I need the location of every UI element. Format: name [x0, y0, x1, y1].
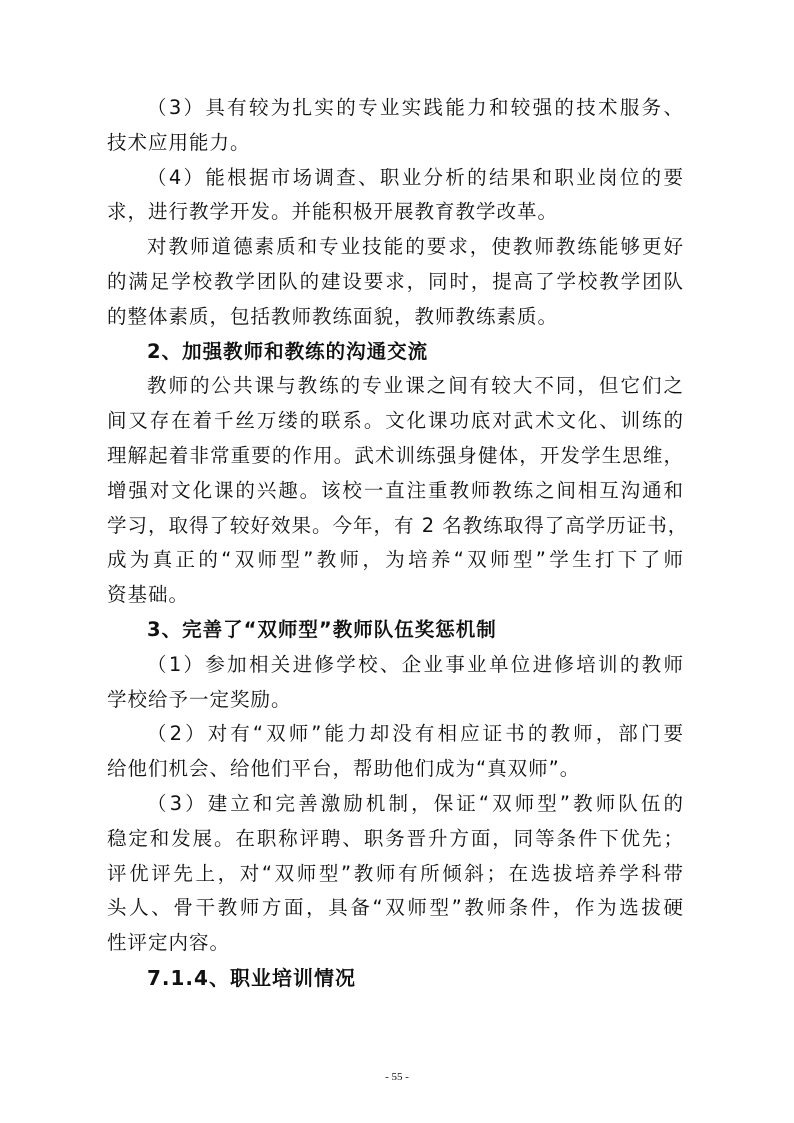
text-line: 的满足学校教学团队的建设要求，同时，提高了学校教学团队: [107, 269, 684, 293]
text-line: 2、加强教师和教练的沟通交流: [147, 339, 429, 363]
text-line: 给他们机会、给他们平台，帮助他们成为“真双师”。: [107, 757, 581, 781]
paragraph: [107, 91, 684, 161]
text-line: 教师的公共课与教练的专业课之间有较大不同，但它们之: [147, 374, 684, 398]
text-line: 求，进行教学开发。并能积极开展教育教学改革。: [107, 200, 559, 224]
text-line: 间又存在着千丝万缕的联系。文化课功底对武术文化、训练的: [107, 409, 684, 433]
paragraph: [107, 161, 684, 231]
text-line: 3、完善了“双师型”教师队伍奖惩机制: [147, 617, 497, 641]
paragraph: [107, 230, 684, 334]
text-line: 稳定和发展。在职称评聘、职务晋升方面，同等条件下优先；: [107, 826, 684, 850]
text-line: 学习，取得了较好效果。今年，有 2 名教练取得了高学历证书，: [107, 513, 689, 537]
text-line: 头人、骨干教师方面，具备“双师型”教师条件，作为选拔硬: [107, 896, 684, 920]
text-line: 评优评先上，对“双师型”教师有所倾斜；在选拔培养学科带: [107, 861, 684, 885]
text-line: 对教师道德素质和专业技能的要求，使教师教练能够更好: [147, 235, 684, 259]
section-heading: [107, 961, 684, 996]
page-number: - 55 -: [385, 1071, 409, 1083]
paragraph: [107, 787, 684, 961]
section-heading: [107, 613, 684, 648]
paragraph: [107, 369, 689, 613]
text-line: 的整体素质，包括教师教练面貌，教师教练素质。: [107, 304, 559, 328]
paragraph: [107, 648, 684, 718]
text-line: 资基础。: [107, 583, 190, 607]
text-line: （3）建立和完善激励机制，保证“双师型”教师队伍的: [147, 791, 684, 815]
text-line: （1）参加相关进修学校、企业事业单位进修培训的教师: [147, 652, 684, 676]
text-line: 性评定内容。: [107, 931, 231, 955]
text-line: （4）能根据市场调查、职业分析的结果和职业岗位的要: [147, 165, 684, 189]
text-line: 理解起着非常重要的作用。武术训练强身健体，开发学生思维，: [107, 443, 684, 467]
text-line: 增强对文化课的兴趣。该校一直注重教师教练之间相互沟通和: [107, 478, 684, 502]
text-line: （3）具有较为扎实的专业实践能力和较强的技术服务、: [147, 96, 684, 119]
section-heading: [107, 335, 684, 370]
text-line: 成为真正的“双师型”教师，为培养“双师型”学生打下了师: [107, 548, 684, 572]
paragraph: [107, 717, 684, 787]
document-body: [107, 91, 689, 996]
text-line: （2）对有“双师”能力却没有相应证书的教师，部门要: [147, 722, 684, 746]
text-line: 技术应用能力。: [107, 130, 251, 154]
text-line: 7.1.4、职业培训情况: [147, 965, 356, 990]
text-line: 学校给予一定奖励。: [107, 687, 292, 711]
